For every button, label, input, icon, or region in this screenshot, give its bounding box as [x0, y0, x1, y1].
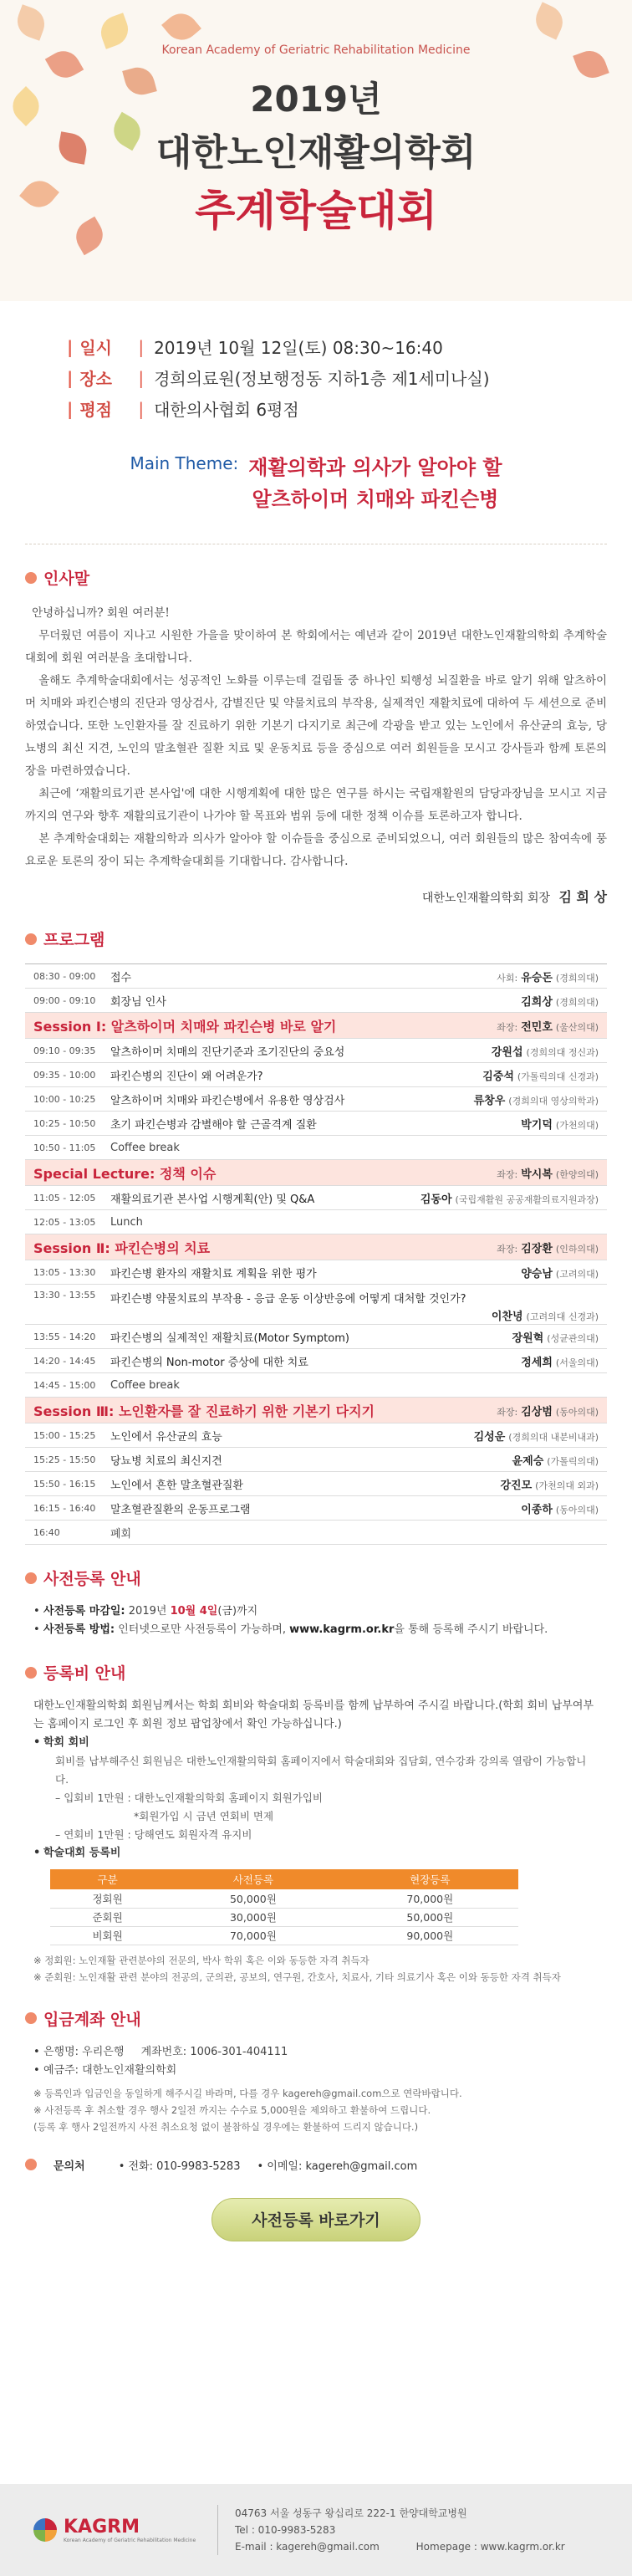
table-row: [25, 1521, 607, 1545]
footer-email[interactable]: E-mail : kagereh@gmail.com: [235, 2541, 380, 2553]
session-chair: 좌장: 전민호 (울산의대): [497, 1020, 599, 1034]
program-speaker: 정세희 (서울의대): [521, 1356, 599, 1369]
footer-homepage[interactable]: Homepage : www.kagrm.or.kr: [415, 2541, 565, 2553]
session-title: Special Lecture: 정책 이슈: [33, 1165, 217, 1182]
logo-mark-icon: [33, 2518, 57, 2542]
program-time: 09:10 - 09:35: [33, 1045, 96, 1056]
program-speaker: 김희상 (경희의대): [521, 995, 599, 1009]
main-theme-text: [248, 452, 502, 544]
program-speaker: 김중석 (가톨릭의대 신경과): [482, 1070, 599, 1083]
session-chair: 좌장: 박시복 (한양의대): [497, 1168, 599, 1181]
program-title: 당뇨병 치료의 최신지견: [110, 1454, 222, 1468]
program-time: 10:50 - 11:05: [33, 1142, 96, 1153]
preregister-method: • 사전등록 방법: 인터넷으로만 사전등록이 가능하며, www.kagrm.or.kr을 통해 등록해 주시기 바랍니다.: [33, 1621, 599, 1639]
greeting-heading: 인사말: [25, 566, 632, 589]
table-row: [25, 1448, 607, 1472]
dues-title: • 학회 회비: [33, 1734, 599, 1752]
table-row: [25, 1063, 607, 1087]
info-venue-key: 장소: [79, 369, 112, 389]
program-time: 14:20 - 14:45: [33, 1355, 96, 1367]
program-time: 09:00 - 09:10: [33, 994, 96, 1006]
preregister-button[interactable]: 사전등록 바로가기: [212, 2198, 420, 2241]
program-time: 10:25 - 10:50: [33, 1117, 96, 1129]
payment-bank: • 은행명: 우리은행 계좌번호: 1006-301-404111: [33, 2043, 599, 2062]
program-time: 15:25 - 15:50: [33, 1454, 96, 1465]
footer-tel: Tel : 010-9983-5283: [235, 2524, 336, 2536]
program-speaker: 강원섭 (경희의대 정신과): [491, 1045, 599, 1059]
program-title: 파킨슨병의 실제적인 재활치료(Motor Symptom): [110, 1331, 349, 1345]
conference-title: 추계학술대회: [195, 187, 437, 235]
program-speaker: 양승남 (고려의대): [521, 1267, 599, 1280]
signature-name: 김 희 상: [558, 889, 607, 905]
table-row: [25, 1373, 607, 1398]
header-banner: [0, 0, 632, 301]
program-session-row: [25, 1013, 607, 1039]
program-title: Lunch: [110, 1215, 143, 1229]
program-speaker: 이찬녕 (고려의대 신경과): [491, 1311, 599, 1323]
logo-subtext: Korean Academy of Geriatric Rehabilitation Medicine: [64, 2538, 196, 2543]
program-speaker: 류창우 (경희의대 영상의학과): [473, 1094, 599, 1107]
bullet-dot-icon: [25, 572, 37, 584]
greeting-salute: 안녕하십니까? 회원 여러분!: [32, 606, 170, 620]
program-time: 12:05 - 13:05: [33, 1216, 96, 1228]
table-row: [25, 1210, 607, 1234]
info-date: | 일시 | 2019년 10월 12일(토) 08:30~16:40: [67, 335, 632, 359]
table-row: [25, 1260, 607, 1285]
info-credit-key: 평점: [79, 400, 112, 420]
academy-english-name: Korean Academy of Geriatric Rehabilitation Medicine: [161, 43, 471, 57]
bullet-dot-icon: [25, 1667, 37, 1679]
program-title: 회장님 인사: [110, 995, 166, 1009]
program-speaker: 김동아 (국립재활원 공공재활의료지원과장): [420, 1193, 599, 1206]
program-heading: 프로그램: [25, 928, 632, 950]
program-time: 09:35 - 10:00: [33, 1069, 96, 1081]
info-venue-value: 경희의료원(정보행정동 지하1층 제1세미나실): [154, 369, 490, 389]
program-time: 16:40: [33, 1526, 60, 1538]
table-row: [25, 1423, 607, 1448]
program-title: 접수: [110, 971, 132, 984]
session-chair: 좌장: 김장환 (인하의대): [497, 1242, 599, 1255]
program-title: 재활의료기관 본사업 시행계획(안) 및 Q&A: [110, 1193, 315, 1206]
registration-body: [33, 1697, 599, 1863]
program-time: 13:55 - 14:20: [33, 1331, 96, 1342]
signature-org: 대한노인재활의학회 회장: [421, 892, 551, 905]
program-speaker: 장원혁 (성균관의대): [512, 1331, 599, 1345]
table-row: 준회원 30,000원 50,000원: [50, 1908, 518, 1926]
program-time: 15:00 - 15:25: [33, 1429, 96, 1441]
dues-text: 회비를 납부해주신 회원님은 대한노인재활의학회 홈페이지에서 학술대회와 집담회, 연수강좌 강의록 열람이 가능합니다.: [55, 1755, 587, 1786]
info-credit: | 평점 | 대한의사협회 6평점: [67, 396, 632, 421]
table-row: [25, 1496, 607, 1521]
event-info: [0, 301, 632, 452]
program-title: Coffee break: [110, 1378, 180, 1392]
program-time: 16:15 - 16:40: [33, 1502, 96, 1514]
payment-list: [33, 2043, 599, 2080]
table-row: [25, 1186, 607, 1210]
program-table: [25, 963, 607, 1545]
program-time: 14:45 - 15:00: [33, 1379, 96, 1391]
info-date-value: 2019년 10월 12일(토) 08:30~16:40: [154, 338, 443, 358]
signature: [25, 887, 607, 906]
program-time: 13:05 - 13:30: [33, 1266, 96, 1278]
main-theme-label: Main Theme:: [130, 453, 239, 473]
program-time: 15:50 - 16:15: [33, 1478, 96, 1490]
program-session-row: [25, 1398, 607, 1423]
fee-table-header: 구분 사전등록 현장등록: [50, 1869, 518, 1889]
program-speaker: 윤제승 (가톨릭의대): [512, 1454, 599, 1468]
program-title: 알츠하이머 치매의 진단기준과 조기진단의 중요성: [110, 1045, 345, 1059]
greeting-paragraph: 최근에 ‘재활의료기관 본사업'에 대한 시행계획에 대한 많은 연구를 하시는 국립재활원의 담당과장님을 모시고 지금까지의 연구와 향후 재활의료기관이 나가야 할 목표와 범위 등에 대한 정책 이슈를 토론하고자 합니다.: [25, 787, 607, 823]
preregister-list: [33, 1602, 599, 1639]
footer-logo: [33, 2517, 201, 2543]
program-session-row: [25, 1160, 607, 1186]
program-time: 11:05 - 12:05: [33, 1192, 96, 1204]
program-title: 노인에서 흔한 말초혈관질환: [110, 1479, 243, 1492]
registration-heading: 등록비 안내: [25, 1661, 632, 1684]
program-time: 13:30 - 13:55: [33, 1290, 96, 1301]
info-venue: | 장소 | 경희의료원(정보행정동 지하1층 제1세미나실): [67, 365, 632, 390]
fee-notes: ※ 정회원: 노인재활 관련분야의 전문의, 박사 학위 혹은 이와 동등한 자격 취득자 ※ 준회원: 노인재활 관련 분야의 전공의, 군의관, 공보의, 연구원, 간호사, 치료사, 기타 의료기사 혹은 이와 동등한 자격 취득자: [33, 1954, 561, 1983]
program-title: 파킨슨병 약물치료의 부작용 - 응급 운동 이상반응에 어떻게 대처할 것인가?: [110, 1293, 466, 1306]
program-title: 초기 파킨슨병과 감별해야 할 근골격계 질환: [110, 1118, 317, 1132]
session-title: Session Ⅰ: 알츠하이머 치매와 파킨슨병 바로 알기: [33, 1018, 337, 1035]
year-title: 2019년: [250, 79, 382, 120]
program-title: 폐회: [110, 1527, 132, 1541]
main-theme-line1: 재활의학과 의사가 알아야 할: [248, 456, 502, 479]
greeting-paragraph: 무더웠던 여름이 지나고 시원한 가을을 맞이하여 본 학회에서는 예년과 같이 2019년 대한노인재활의학회 추계학술대회에 회원 여러분을 초대합니다.: [25, 629, 607, 665]
leaf-decoration: [530, 2, 568, 39]
program-title: Coffee break: [110, 1141, 180, 1154]
account-number: 1006-301-404111: [190, 2045, 288, 2058]
table-row: 정회원 50,000원 70,000원: [50, 1889, 518, 1908]
table-row: [25, 989, 607, 1013]
table-row: 비회원 70,000원 90,000원: [50, 1926, 518, 1945]
homepage-link[interactable]: www.kagrm.or.kr: [289, 1623, 395, 1636]
table-row: [25, 1087, 607, 1112]
society-title: 대한노인재활의학회: [155, 131, 477, 174]
info-credit-value: 대한의사협회 6평점: [154, 400, 299, 420]
program-time: 08:30 - 09:00: [33, 970, 96, 982]
program-title: 파킨슨병의 진단이 왜 어려운가?: [110, 1070, 263, 1083]
program-title: 말초혈관질환의 운동프로그램: [110, 1503, 251, 1516]
contact-phone: • 전화: 010-9983-5283: [118, 2159, 241, 2173]
main-theme: [0, 452, 632, 544]
payment-notes: ※ 등록인과 입금인을 동일하게 해주시길 바라며, 다를 경우 kagereh@gmail.com으로 연락바랍니다. ※ 사전등록 후 취소할 경우 행사 2일전 까지는 수수료 5,000원을 제외하고 환불하여 드립니다. (등록 후 행사 2일전까지 사전 취소요청 없이 불참하실 경우에는 환불하여 드리지 않습니다.): [33, 2087, 462, 2133]
fee-table: [50, 1869, 518, 1945]
bullet-dot-icon: [25, 2159, 37, 2170]
program-speaker: 박기덕 (가천의대): [521, 1118, 599, 1132]
contact-heading: 문의처: [25, 2157, 102, 2173]
table-row: [25, 1349, 607, 1373]
table-row: [25, 1325, 607, 1349]
program-title: 파킨슨병 환자의 재활치료 계획을 위한 평가: [110, 1267, 317, 1280]
table-row: [25, 964, 607, 989]
payment-holder: • 예금주: 대한노인재활의학회: [33, 2062, 599, 2080]
footer: [0, 2484, 632, 2576]
cta-wrap: [0, 2198, 632, 2241]
footer-divider: [217, 2505, 218, 2555]
dues-text: *회원가입 시 금년 연회비 면제: [134, 1810, 274, 1822]
bullet-dot-icon: [25, 933, 37, 945]
contact-row: [25, 2157, 632, 2173]
preregister-deadline: • 사전등록 마감일: 2019년 10월 4일(금)까지: [33, 1602, 599, 1621]
leaf-decoration: [13, 4, 49, 41]
table-row: [25, 1112, 607, 1136]
greeting-body: [25, 602, 607, 873]
greeting-paragraph: 올해도 추계학술대회에서는 성공적인 노화를 이루는데 걸림돌 중 하나인 퇴행성 뇌질환을 바로 알기 위해 알츠하이머 치매와 파킨슨병의 진단과 영상검사, 감별진단 및 약물치료의 부작용, 실제적인 재활치료에 대하여 두 세션으로 준비하였습니다. 또한 노인환자를 잘 진료하기 위한 기본기 다지기로 최근에 각광을 받고 있는 노인에서 유산균의 효능, 당뇨병의 최신 지견, 노인의 말초혈관 질환 치료 및 운동치료 등을 중심으로 여러 회원들을 모시고 강사들과 함께 토론의 장을 마련하였습니다.: [25, 674, 607, 778]
dues-text: – 입회비 1만원 : 대한노인재활의학회 홈페이지 회원가입비: [55, 1791, 323, 1804]
dues-text: – 연회비 1만원 : 당해연도 회원자격 유지비: [55, 1828, 252, 1841]
bullet-dot-icon: [25, 1572, 37, 1584]
main-theme-line2: 알츠하이머 치매와 파킨슨병: [252, 488, 499, 511]
leaf-decoration: [161, 7, 201, 47]
table-row: [25, 1472, 607, 1496]
program-speaker: 사회: 유승돈 (경희의대): [497, 971, 599, 984]
bullet-dot-icon: [25, 2012, 37, 2024]
greeting-paragraph: 본 추계학술대회는 재활의학과 의사가 알아야 할 이슈들을 중심으로 준비되었으니, 여러 회원들의 많은 참여속에 풍요로운 토론의 장이 되는 추계학술대회를 기대합니다. 감사합니다.: [25, 832, 607, 868]
registration-intro: 대한노인재활의학회 회원님께서는 학회 회비와 학술대회 등록비를 함께 납부하여 주시길 바랍니다.(학회 회비 납부여부는 홈페이지 로그인 후 회원 정보 팝업창에서 확인 가능하십니다.): [33, 1699, 594, 1730]
program-speaker: 강진모 (가천의대 외과): [500, 1479, 599, 1492]
preregister-heading: 사전등록 안내: [25, 1567, 632, 1589]
table-row: [25, 1285, 607, 1325]
program-title: 노인에서 유산균의 효능: [110, 1430, 222, 1444]
contact-email[interactable]: • 이메일: kagereh@gmail.com: [257, 2159, 418, 2173]
session-title: Session Ⅱ: 파킨슨병의 치료: [33, 1239, 211, 1256]
footer-address: 04763 서울 성동구 왕십리로 222-1 한양대학교병원: [235, 2507, 467, 2519]
payment-heading: 입금계좌 안내: [25, 2007, 632, 2030]
session-chair: 좌장: 김상범 (동아의대): [497, 1405, 599, 1418]
program-speaker: 김성운 (경희의대 내분비내과): [473, 1430, 599, 1444]
program-title: 알츠하이머 치매와 파킨슨병에서 유용한 영상검사: [110, 1094, 345, 1107]
logo-text: KAGRM: [64, 2517, 140, 2538]
program-session-row: [25, 1234, 607, 1260]
fee-title: • 학술대회 등록비: [33, 1844, 599, 1863]
session-title: Session Ⅲ: 노인환자를 잘 진료하기 위한 기본기 다지기: [33, 1403, 375, 1419]
program-speaker: 이종하 (동아의대): [521, 1503, 599, 1516]
program-time: 10:00 - 10:25: [33, 1093, 96, 1105]
footer-info: [235, 2505, 565, 2555]
program-title: 파킨슨병의 Non-motor 증상에 대한 치료: [110, 1356, 308, 1369]
table-row: [25, 1039, 607, 1063]
info-date-key: 일시: [79, 338, 112, 358]
table-row: [25, 1136, 607, 1160]
